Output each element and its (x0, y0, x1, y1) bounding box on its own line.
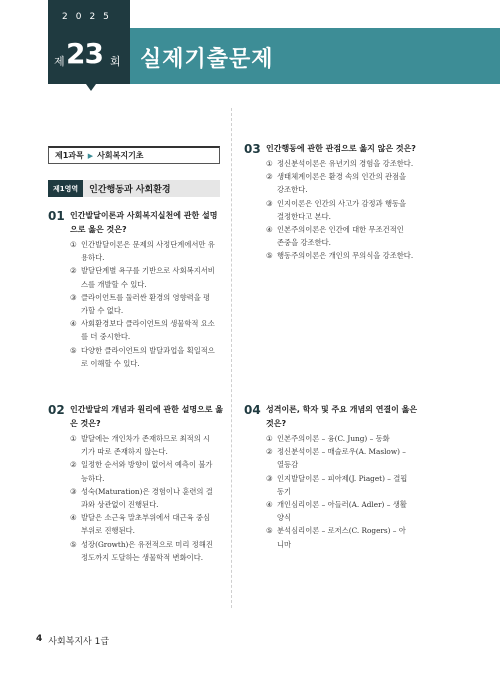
option-text (277, 432, 407, 445)
option-marker: ④ (266, 225, 273, 235)
option-text-line: 정신분석이론 – 매슬로우(A. Maslow) – (277, 447, 406, 457)
answer-option (70, 432, 213, 458)
question-stem-line: 으로 옳은 것은? (70, 225, 127, 234)
option-marker: ③ (266, 198, 273, 208)
question-stem (266, 142, 416, 156)
answer-option (266, 445, 407, 471)
option-marker: ④ (266, 500, 273, 510)
option-text-line: 다양한 클라이언트의 발달과업을 획일적으 (81, 345, 215, 355)
round-number: 23 (66, 37, 103, 70)
option-text (277, 249, 413, 262)
option-text-line: 정신분석이론은 유년기의 경험을 강조한다. (277, 159, 414, 168)
question-stem (266, 403, 417, 431)
answer-option (70, 344, 215, 370)
subject-box (48, 146, 220, 164)
question-stem-line: 인간발달의 개념과 원리에 관한 설명으로 옳 (70, 405, 224, 414)
option-text-line: 결정한다고 본다. (277, 211, 331, 221)
option-marker: ② (266, 172, 273, 182)
option-text-line: 열등감 (277, 460, 299, 470)
option-text (277, 524, 407, 550)
page-footer (36, 634, 109, 647)
option-text-line: 능하다. (81, 473, 105, 483)
question-number: 04 (244, 403, 261, 417)
option-text-line: 인지발달이론 – 피아제(J. Piaget) – 결핍 (277, 473, 408, 483)
option-text-line: 분석심리이론 – 로저스(C. Rogers) – 아 (277, 526, 406, 536)
option-marker: ③ (70, 292, 77, 302)
option-text-line: 를 더 중시한다. (81, 332, 131, 342)
option-marker: ⑤ (266, 526, 273, 536)
round-suffix: 회 (110, 55, 121, 68)
option-text (81, 264, 215, 290)
option-text (277, 472, 407, 498)
option-text (277, 197, 413, 223)
answer-option (70, 238, 215, 264)
question-stem-line: 성격이론, 학자 및 주요 개념의 연결이 옳은 (266, 405, 418, 414)
option-text-line: 인본주의이론 – 융(C. Jung) – 동화 (277, 434, 390, 443)
option-marker: ③ (70, 486, 77, 496)
round-prefix: 제 (54, 55, 65, 68)
option-text-line: 인본주의이론은 인간에 대한 무조건적인 (277, 225, 404, 235)
option-text-line: 동기 (277, 486, 292, 496)
option-text-line: 인지이론은 인간의 사고가 감정과 행동을 (277, 198, 407, 208)
option-text-line: 인간발달이론은 문제의 사정단계에서만 유 (81, 240, 215, 249)
answer-option (266, 223, 413, 249)
option-marker: ① (266, 434, 273, 443)
question-stem-line: 인간발달이론과 사회복지실천에 관한 설명 (70, 211, 218, 220)
option-text (81, 511, 213, 537)
question-stem-line: 것은? (266, 419, 287, 428)
option-marker: ④ (70, 319, 77, 329)
question-stem (70, 403, 223, 431)
question-number: 03 (244, 142, 261, 156)
option-text (81, 238, 215, 264)
answer-option (266, 432, 407, 445)
option-text (277, 157, 413, 170)
option-marker: ⑤ (70, 345, 77, 355)
option-text-line: 로 이해할 수 있다. (81, 358, 140, 368)
option-marker: ③ (266, 473, 273, 483)
option-marker: ② (70, 460, 77, 470)
answer-options (266, 157, 413, 263)
option-marker: ① (266, 159, 273, 168)
option-text (81, 432, 213, 458)
section-header (48, 180, 220, 197)
subject-name: 사회복지기초 (97, 151, 144, 160)
answer-option (70, 291, 215, 317)
subject-label: 제1과목 (55, 151, 84, 160)
answer-option (266, 472, 407, 498)
option-text-line: 발달단계별 욕구를 기반으로 사회복지서비 (81, 266, 215, 276)
option-text-line: 강조한다. (277, 185, 308, 195)
option-text-line: 발달에는 개인차가 존재하므로 최적의 시 (81, 434, 211, 443)
question-number: 02 (48, 403, 65, 417)
option-text (81, 538, 213, 564)
option-marker: ② (70, 266, 77, 276)
section-tag: 제1영역 (48, 180, 83, 197)
option-text (81, 344, 215, 370)
option-text-line: 발달은 소근육 말초부위에서 대근육 중심 (81, 513, 211, 523)
option-marker: ② (266, 447, 273, 457)
chevron-right-icon: ▶ (87, 151, 94, 160)
option-text-line: 부위로 진행된다. (81, 526, 135, 536)
option-text-line: 성장(Growth)은 유전적으로 미리 정해진 (81, 539, 213, 549)
question-number: 01 (48, 209, 65, 223)
page-number: 4 (36, 634, 43, 644)
option-marker: ⑤ (70, 539, 77, 549)
option-marker: ⑤ (266, 251, 273, 261)
option-text-line: 일정한 순서와 방향이 없어서 예측이 불가 (81, 460, 213, 470)
option-text-line: 스를 개발할 수 있다. (81, 279, 147, 289)
page-title: 실제기출문제 (140, 47, 274, 72)
option-text (277, 445, 407, 471)
answer-option (266, 157, 413, 170)
option-text-line: 성숙(Maturation)은 경험이나 훈련의 결 (81, 486, 213, 496)
option-marker: ① (70, 434, 77, 443)
answer-option (266, 170, 413, 196)
answer-option (70, 458, 213, 484)
option-text-line: 개인심리이론 – 아들러(A. Adler) – 생활 (277, 500, 407, 510)
question-stem (70, 209, 217, 237)
option-text-line: 용하다. (81, 253, 105, 263)
answer-option (70, 538, 213, 564)
answer-option (266, 524, 407, 550)
option-text (81, 317, 215, 343)
answer-option (70, 485, 213, 511)
answer-option (70, 317, 215, 343)
answer-option (266, 249, 413, 262)
option-text-line: 기가 따로 존재하지 않는다. (81, 447, 168, 457)
header-year: 2025 (62, 12, 117, 22)
option-text-line: 클라이언트를 둘러싼 환경의 영향력을 평 (81, 292, 211, 302)
option-text (277, 498, 407, 524)
option-text (277, 223, 413, 249)
header-pointer (86, 84, 96, 91)
book-title: 사회복지사 1급 (48, 637, 110, 647)
answer-options (70, 238, 215, 370)
question-stem-line: 은 것은? (70, 419, 101, 428)
option-text-line: 정도까지 도달하는 생물학적 변화이다. (81, 552, 204, 562)
option-text-line: 행동주의이론은 개인의 무의식을 강조한다. (277, 251, 414, 261)
option-text-line: 과와 상관없이 진행된다. (81, 500, 159, 510)
answer-option (70, 511, 213, 537)
option-text-line: 존중을 강조한다. (277, 238, 331, 248)
option-marker: ④ (70, 513, 77, 523)
option-text (277, 170, 413, 196)
answer-option (266, 498, 407, 524)
answer-options (70, 432, 213, 564)
option-text-line: 가할 수 없다. (81, 306, 124, 316)
option-text-line: 생태체계이론은 환경 속의 인간의 관점을 (277, 172, 407, 182)
answer-option (70, 264, 215, 290)
option-marker: ① (70, 240, 77, 249)
option-text-line: 사회환경보다 클라이언트의 생물학적 요소 (81, 319, 215, 329)
question-stem-line: 인간행동에 관한 관점으로 옳지 않은 것은? (266, 144, 416, 153)
answer-option (266, 197, 413, 223)
option-text (81, 291, 215, 317)
section-title: 인간행동과 사회환경 (89, 185, 171, 195)
option-text (81, 485, 213, 511)
option-text (81, 458, 213, 484)
option-text-line: 양식 (277, 513, 292, 523)
column-divider (231, 108, 232, 608)
answer-options (266, 432, 407, 551)
option-text-line: 니마 (277, 539, 292, 549)
